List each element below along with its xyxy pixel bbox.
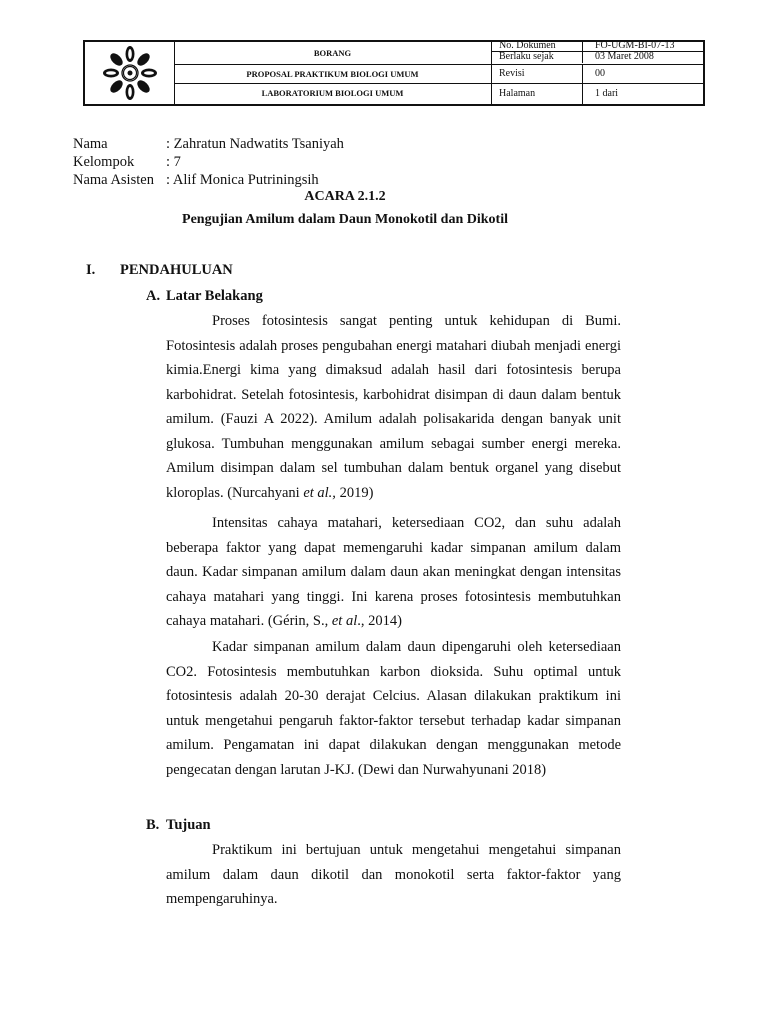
subsection-title: Tujuan: [166, 817, 211, 833]
citation-italic: et al: [331, 613, 358, 629]
paragraph-latar-3: [166, 635, 621, 782]
paragraph-text: ., 2014): [357, 613, 402, 629]
meta-label: Revisi: [499, 68, 525, 79]
document-header-table: [83, 40, 705, 106]
logo-cell: [85, 42, 175, 104]
experiment-title: Pengujian Amilum dalam Daun Monokotil dan Dikotil: [182, 212, 508, 227]
identity-label: Nama: [73, 136, 108, 152]
section-title: PENDAHULUAN: [120, 262, 233, 278]
form-title-column: [174, 42, 492, 104]
subsection-label: A.: [146, 288, 161, 304]
paragraph-text: Intensitas cahaya matahari, ketersediaan CO2, dan suhu adalah beberapa faktor yang dapat memengaruhi kadar simpanan amilum dalam daun. Kadar simpanan amilum dalam daun akan meningkat dengan intensitas cahaya matahari yang tinggi. Ini karena proses fotosintesis membutuhkan cahaya matahari. (Gérin, S.,: [166, 515, 621, 629]
meta-value: 1 dari: [595, 88, 619, 99]
meta-value: FO-UGM-BI-07-13: [595, 40, 675, 51]
paragraph-text: Praktikum ini bertujuan untuk mengetahui mengetahui simpanan amilum dalam daun dikotil dan monokotil serta faktor-faktor yang mempengaruhinya.: [166, 842, 621, 907]
university-seal-icon: [100, 45, 160, 101]
identity-value: : 7: [166, 154, 181, 170]
meta-label: No. Dokumen: [499, 40, 556, 51]
section-number: I.: [86, 262, 96, 278]
identity-value: : Alif Monica Putriningsih: [166, 172, 319, 188]
form-lab-name: LABORATORIUM BIOLOGI UMUM: [261, 88, 404, 98]
identity-label: Nama Asisten: [73, 172, 154, 188]
paragraph-latar-2: [166, 511, 621, 634]
identity-label: Kelompok: [73, 154, 135, 170]
paragraph-latar-1: [166, 309, 621, 505]
citation-italic: et al.,: [303, 484, 336, 501]
meta-label: Berlaku sejak: [499, 51, 554, 62]
subsection-label: B.: [146, 817, 160, 833]
meta-no-dokumen: [491, 40, 703, 51]
identity-value: : Zahratun Nadwatits Tsaniyah: [166, 136, 344, 152]
meta-value: 03 Maret 2008: [595, 51, 654, 62]
meta-value: 00: [595, 68, 605, 79]
form-type: BORANG: [313, 48, 352, 58]
meta-berlaku-sejak: [491, 51, 703, 63]
paragraph-text: Kadar simpanan amilum dalam daun dipengaruhi oleh ketersediaan CO2. Fotosintesis membutuhkan karbon dioksida. Suhu optimal untuk fotosintesis adalah 20-30 derajat Celcius. Alasan dilakukan praktikum ini untuk mengetahui pengaruh faktor-faktor tersebut terhadap kadar simpanan amilum. Pengamatan ini dapat dilakukan dengan menggunakan metode pengecatan dengan larutan J-KJ. (Dewi dan Nurwahyunani 2018): [166, 639, 621, 778]
meta-halaman: [491, 84, 703, 104]
meta-label: Halaman: [499, 88, 536, 99]
paragraph-tujuan: [166, 838, 621, 912]
subsection-title: Latar Belakang: [166, 288, 263, 304]
paragraph-text: 2019): [335, 484, 374, 501]
meta-revisi: [491, 65, 703, 83]
form-proposal-title: PROPOSAL PRAKTIKUM BIOLOGI UMUM: [246, 69, 419, 79]
paragraph-text: Proses fotosintesis sangat penting untuk kehidupan di Bumi. Fotosintesis adalah proses pengubahan energi matahari diubah menjadi energi kimia.Energi kima yang dimaksud adalah hasil dari fotosintesis berupa karbohidrat. Setelah fotosintesis, karbohidrat disimpan di daun dalam bentuk amilum. (Fauzi A 2022). Amilum adalah polisakarida dengan banyak unit glukosa. Tumbuhan menggunakan amilum sebagai sumber energi mereka. Amilum disimpan dalam sel tumbuhan dalam bentuk organel yang disebut kloroplas. (Nurcahyani: [166, 313, 621, 501]
form-meta-column: [491, 42, 703, 104]
acara-title: ACARA 2.1.2: [304, 189, 386, 204]
